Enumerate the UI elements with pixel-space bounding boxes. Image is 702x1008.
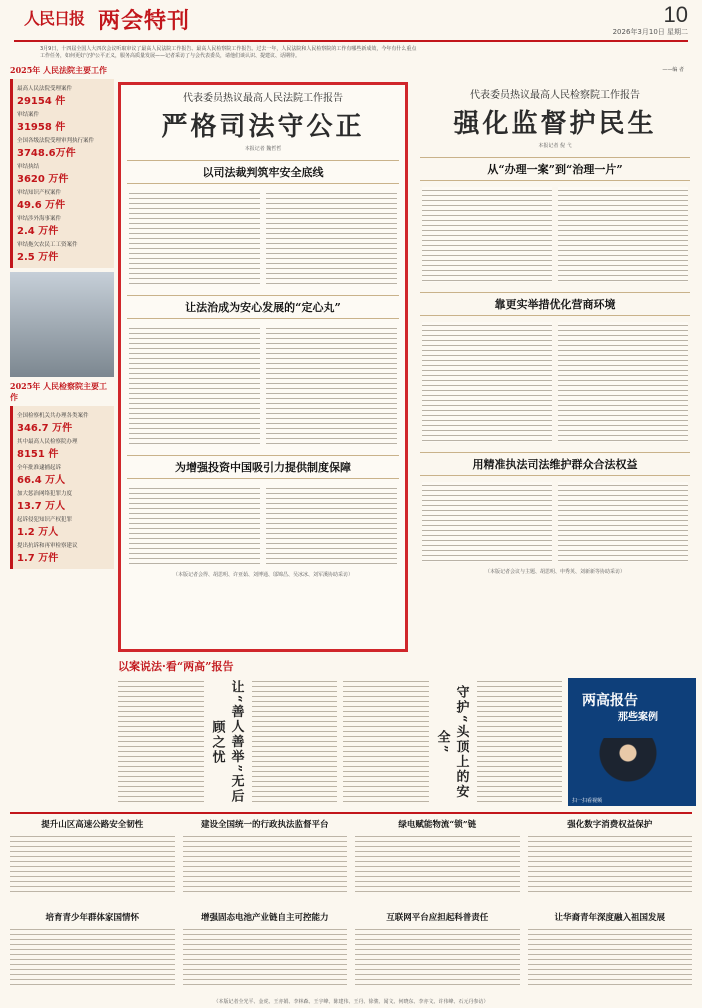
article-subhead: 靠更实举措优化营商环境 bbox=[420, 292, 690, 316]
article-subhead: 用精准执法司法维护群众合法权益 bbox=[420, 452, 690, 476]
promo-subtitle: 那些案例 bbox=[618, 712, 658, 723]
proposal-item bbox=[528, 911, 693, 998]
body-text bbox=[266, 325, 397, 445]
court-stats-title: 2025年 人民法院主要工作 bbox=[10, 65, 108, 75]
stat-label: 其中最高人民检察院办理 bbox=[17, 439, 78, 445]
body-text bbox=[129, 190, 260, 285]
proposal-title: 提升山区高速公路安全韧性 bbox=[41, 820, 144, 830]
body-text bbox=[129, 325, 260, 445]
feature-text bbox=[343, 678, 429, 806]
stat-value: 346.7 万件 bbox=[17, 423, 73, 434]
article-subhead: 从“办理一案”到“治理一片” bbox=[420, 157, 690, 181]
stat-item bbox=[17, 214, 110, 237]
stat-item bbox=[17, 136, 110, 159]
article-columns bbox=[422, 320, 688, 444]
proposal-item bbox=[183, 911, 348, 998]
stat-value: 3620 万件 bbox=[17, 174, 69, 185]
procuratorate-stats-title: 2025年 人民检察院主要工作 bbox=[10, 381, 108, 402]
body-text bbox=[266, 485, 397, 565]
page-number: 10 bbox=[663, 2, 688, 27]
intro-author: ——编 者 bbox=[662, 67, 684, 73]
article-columns bbox=[422, 480, 688, 564]
proposal-text bbox=[355, 926, 520, 986]
feature-text bbox=[252, 678, 338, 806]
stat-label: 审结执结 bbox=[17, 164, 40, 170]
stat-item bbox=[17, 437, 110, 460]
promo-title: 两高报告 bbox=[582, 693, 638, 709]
stat-item bbox=[17, 463, 110, 486]
masthead bbox=[0, 0, 702, 38]
case-feature bbox=[118, 658, 696, 806]
stat-item bbox=[17, 188, 110, 211]
proposal-title: 互联网平台应担起科普责任 bbox=[386, 913, 489, 923]
stats-sidebar bbox=[10, 62, 114, 802]
section-divider bbox=[10, 812, 692, 814]
proposal-text bbox=[10, 833, 175, 893]
body-text bbox=[422, 322, 552, 442]
feature-text bbox=[477, 678, 563, 806]
article-subhead: 让法治成为安心发展的“定心丸” bbox=[127, 295, 399, 319]
court-report-article bbox=[118, 82, 408, 652]
stat-label: 提出抗诉和再审检察建议 bbox=[17, 543, 78, 549]
article-subhead: 以司法裁判筑牢安全底线 bbox=[127, 160, 399, 184]
intro-line: 工作任务，如何更好守护公平正义，服务高质量发展——记者采访了与会代表委员，请他们谈认识、提建议、话期待。 bbox=[40, 52, 301, 59]
stat-label: 起诉侵犯知识产权犯罪 bbox=[17, 517, 73, 523]
proposal-text bbox=[528, 926, 693, 986]
proposal-item bbox=[183, 818, 348, 905]
article-kicker: 代表委员热议最高人民检察院工作报告 bbox=[470, 90, 640, 101]
body-text bbox=[129, 485, 260, 565]
proposal-item bbox=[528, 818, 693, 905]
proposal-text bbox=[183, 926, 348, 986]
body-text bbox=[422, 482, 552, 562]
stat-value: 13.7 万人 bbox=[17, 501, 66, 512]
feature-title: 以案说法·看“两高”报告 bbox=[118, 660, 234, 673]
body-text bbox=[558, 187, 688, 282]
proposal-item bbox=[355, 818, 520, 905]
stat-value: 1.2 万人 bbox=[17, 527, 59, 538]
proposals-grid bbox=[10, 818, 692, 998]
article-columns bbox=[129, 188, 397, 287]
body-text bbox=[558, 322, 688, 442]
stat-label: 全年批准逮捕起诉 bbox=[17, 465, 62, 471]
stat-value: 2.5 万件 bbox=[17, 252, 59, 263]
proposal-item bbox=[10, 911, 175, 998]
article-columns bbox=[422, 185, 688, 284]
feature-columns bbox=[118, 678, 696, 806]
feature-text bbox=[118, 678, 204, 806]
promo-caption: 扫一扫看视频 bbox=[572, 798, 603, 804]
article-credit: （本版记者会议与主题、胡思明、申秀英、刘新新等协助采访） bbox=[484, 569, 625, 575]
stat-item bbox=[17, 240, 110, 263]
footer-credit: （本版记者全光平、金虎、王亦娟、李林森、王宇峰、陈建伟、王丹、徐骏、闻文、何晓东、李亦文、许伟峰、石元丹参访） bbox=[213, 999, 489, 1005]
article-credit: （本版记者会得、胡思明、许亚茹、刘博通、邬锦昌、吴冰冰、刘军溪协助采访） bbox=[172, 572, 353, 578]
proposal-title: 培育青少年群体家国情怀 bbox=[45, 913, 139, 923]
feature-vertical-title: 让“善人善举”无后顾之忧 bbox=[209, 680, 244, 804]
stat-item bbox=[17, 515, 110, 538]
body-text bbox=[558, 482, 688, 562]
issue-date: 2026年3月10日 星期二 bbox=[612, 28, 688, 36]
stat-label: 审结涉外海事案件 bbox=[17, 216, 62, 222]
court-photo bbox=[10, 272, 114, 377]
intro-line: 3月9日，十四届全国人大四次会议听取审议了最高人民法院工作报告、最高人民检察院工作报告。过去一年，人民法院和人民检察院的工作有哪些新成效，今年有什么重点 bbox=[40, 46, 417, 52]
stat-item bbox=[17, 541, 110, 564]
stat-value: 3748.6万件 bbox=[17, 148, 76, 159]
stat-value: 49.6 万件 bbox=[17, 200, 66, 211]
proposal-text bbox=[528, 833, 693, 893]
stat-value: 66.4 万人 bbox=[17, 475, 66, 486]
stat-value: 8151 件 bbox=[17, 449, 59, 460]
article-subhead: 为增强投资中国吸引力提供制度保障 bbox=[127, 455, 399, 479]
proposal-title: 让华裔青年深度融入祖国发展 bbox=[554, 913, 665, 923]
procuratorate-stats bbox=[10, 406, 114, 569]
stat-label: 加大惩治网络犯罪力度 bbox=[17, 491, 73, 497]
masthead-divider bbox=[14, 40, 688, 42]
proposal-item bbox=[355, 911, 520, 998]
court-stats bbox=[10, 79, 114, 268]
article-headline: 严格司法守公正 bbox=[161, 112, 365, 142]
video-promo[interactable] bbox=[568, 678, 696, 806]
proposal-text bbox=[355, 833, 520, 893]
stat-value: 1.7 万件 bbox=[17, 553, 59, 564]
stat-label: 审结知识产权案件 bbox=[17, 190, 62, 196]
procuratorate-report-article bbox=[414, 82, 696, 652]
proposal-title: 绿电赋能物流“锁”链 bbox=[398, 820, 477, 830]
proposal-text bbox=[183, 833, 348, 893]
feature-vertical-title: 守护“头顶上的安全” bbox=[434, 684, 469, 800]
article-columns bbox=[129, 483, 397, 567]
presenter-image bbox=[598, 738, 658, 788]
article-byline: 本报记者 倪 弋 bbox=[538, 143, 572, 149]
stat-value: 2.4 万件 bbox=[17, 226, 59, 237]
article-columns bbox=[129, 323, 397, 447]
proposal-title: 增强固态电池产业链自主可控能力 bbox=[200, 913, 329, 923]
body-text bbox=[266, 190, 397, 285]
brand-logo: 人民日报 bbox=[24, 9, 85, 28]
stat-value: 31958 件 bbox=[17, 122, 66, 133]
stat-item bbox=[17, 411, 110, 434]
stat-label: 审结拖欠农民工工资案件 bbox=[17, 242, 78, 248]
article-kicker: 代表委员热议最高人民法院工作报告 bbox=[183, 93, 343, 104]
article-byline: 本报记者 魏哲哲 bbox=[244, 146, 282, 152]
proposal-item bbox=[10, 818, 175, 905]
article-headline: 强化监督护民生 bbox=[453, 109, 657, 139]
stat-item bbox=[17, 162, 110, 185]
stat-item bbox=[17, 84, 110, 107]
proposal-title: 建设全国统一的行政执法监督平台 bbox=[200, 820, 329, 830]
stat-label: 全国各级法院受理审判执行案件 bbox=[17, 138, 95, 144]
stat-item bbox=[17, 489, 110, 512]
body-text bbox=[422, 187, 552, 282]
stat-value: 29154 件 bbox=[17, 96, 66, 107]
proposal-title: 强化数字消费权益保护 bbox=[567, 820, 653, 830]
proposal-text bbox=[10, 926, 175, 986]
section-title: 两会特刊 bbox=[98, 8, 191, 34]
stat-label: 审结案件 bbox=[17, 112, 40, 118]
stat-label: 全国检察机关共办理各类案件 bbox=[17, 413, 89, 419]
stat-label: 最高人民法院受理案件 bbox=[17, 86, 73, 92]
editor-intro bbox=[40, 46, 684, 59]
stat-item bbox=[17, 110, 110, 133]
